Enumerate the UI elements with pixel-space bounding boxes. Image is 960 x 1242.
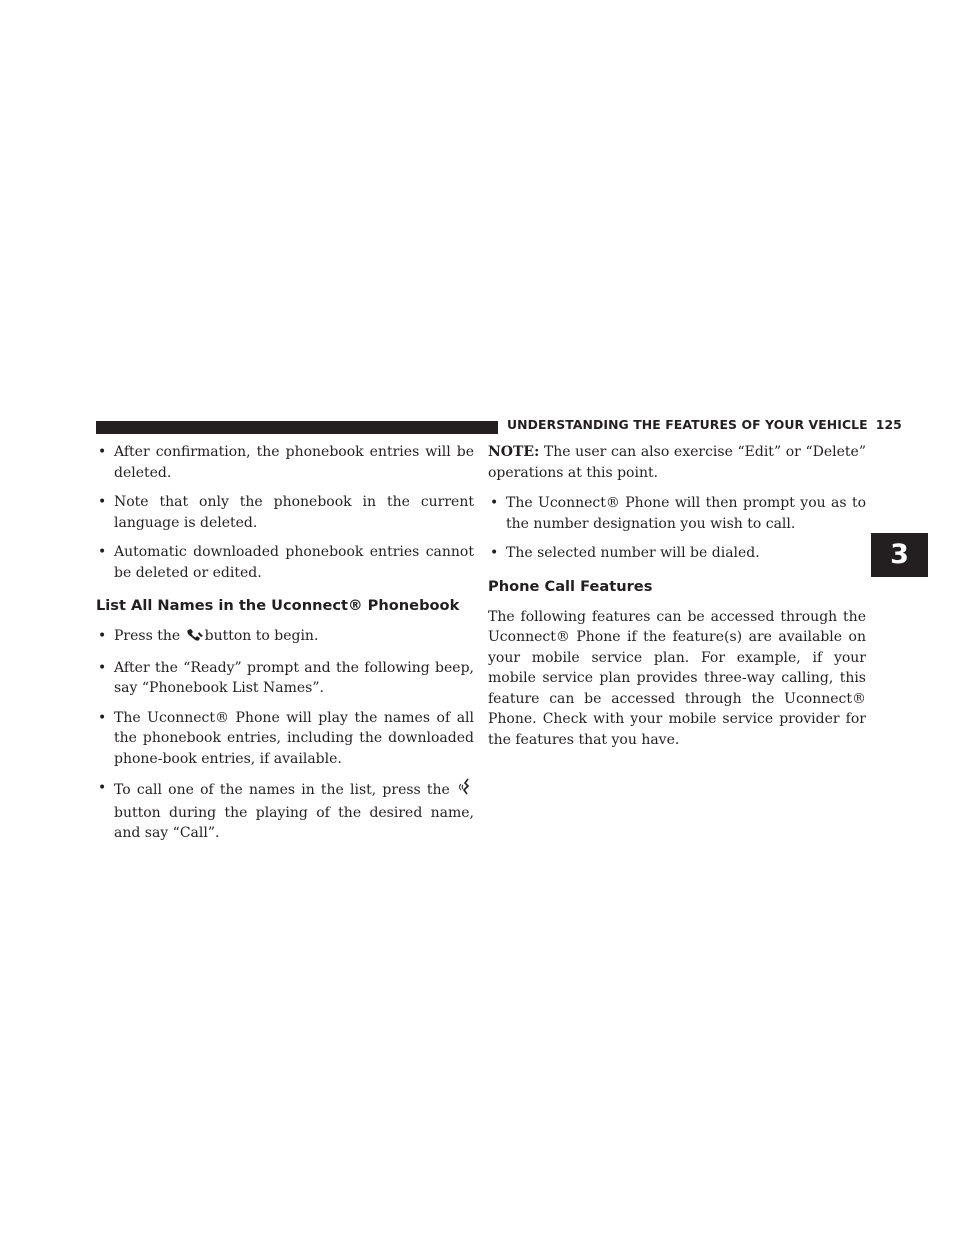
right-column xyxy=(488,442,866,760)
section-heading-list-names: List All Names in the Uconnect® Phonebook xyxy=(96,597,460,614)
list-item: • Press the button to begin. xyxy=(96,626,474,649)
left-column xyxy=(96,442,474,853)
page-number: 125 xyxy=(875,417,902,432)
call-features-paragraph: The following features can be accessed through the Uconnect® Phone if the feature(s) are available on your mobile service plan. For example, if your mobile service plan provides three-way calling, this feature can be accessed through the Uconnect® Phone. Check with your mobile service provider for the features that you have. xyxy=(488,608,866,748)
intro-bullet-list xyxy=(96,442,474,583)
phone-icon xyxy=(186,628,204,649)
list-item: • The selected number will be dialed. xyxy=(490,545,760,561)
list-item: • Note that only the phonebook in the current language is deleted. xyxy=(98,494,474,531)
voice-command-icon xyxy=(457,778,473,803)
list-item: • Automatic downloaded phonebook entries cannot be deleted or edited. xyxy=(98,544,474,581)
section-heading-call-features: Phone Call Features xyxy=(488,577,653,595)
note-label: NOTE: xyxy=(488,444,540,460)
section-title: UNDERSTANDING THE FEATURES OF YOUR VEHICLE xyxy=(507,417,868,432)
running-header xyxy=(507,417,902,432)
list-item: • The Uconnect® Phone will then prompt you as to the number designation you wish to call. xyxy=(490,495,866,532)
header-rule xyxy=(96,421,498,434)
note-text: The user can also exercise “Edit” or “Delete” operations at this point. xyxy=(488,444,866,481)
list-item: • After the “Ready” prompt and the following beep, say “Phonebook List Names”. xyxy=(98,659,474,696)
list-item: • The Uconnect® Phone will play the names of all the phonebook entries, including the downloaded phone-book entries, if available. xyxy=(98,709,474,767)
list-names-bullet-list xyxy=(96,626,474,844)
list-item: • To call one of the names in the list, press the button during the playing of the desired name, and say “Call”. xyxy=(98,780,474,841)
list-item: • After confirmation, the phonebook entries will be deleted. xyxy=(98,444,474,481)
chapter-tab: 3 xyxy=(871,533,928,577)
dial-bullet-list xyxy=(488,493,866,564)
note-paragraph xyxy=(488,442,866,483)
